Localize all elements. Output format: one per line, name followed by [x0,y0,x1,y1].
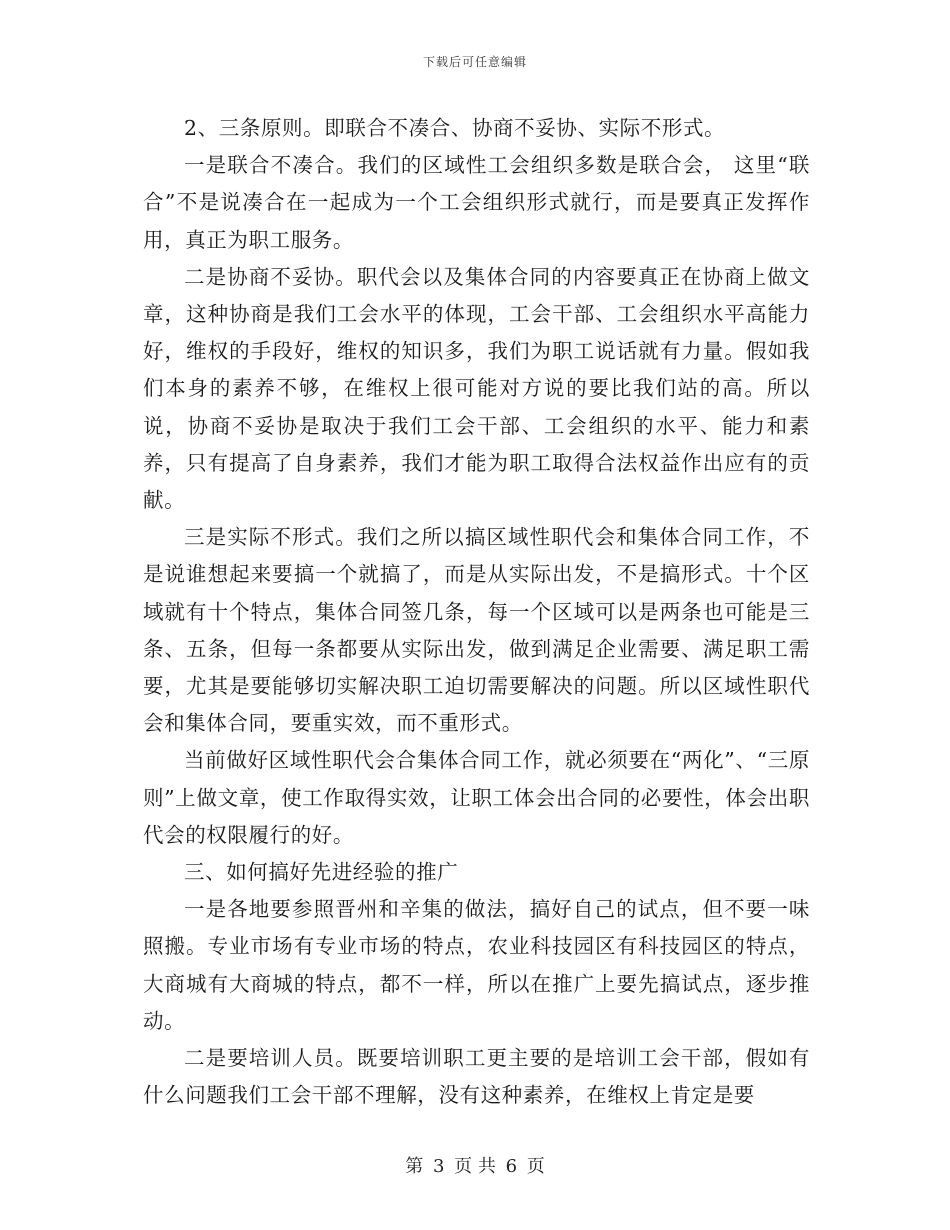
paragraph-train-personnel: 二是要培训人员。既要培训职工更主要的是培训工会干部，假如有什么问题我们工会干部不理解，没有这种素养，在维权上肯定是要 [143,1046,810,1108]
paragraph-practical-not-formal: 三是实际不形式。我们之所以搞区域性职代会和集体合同工作，不是说谁想起来要搞一个就搞了，而是从实际出发，不是搞形式。十个区域就有十个特点，集体合同签几条，每一个区域可以是两条也可能是三条、五条，但每一条都要从实际出发，做到满足企业需要、满足职工需要，尤其是要能够切实解决职工迫切需要解决的问题。所以区域性职代会和集体合同，要重实效，而不重形式。 [143,525,810,736]
paragraph-negotiate-not-compromise: 二是协商不妥协。职代会以及集体合同的内容要真正在协商上做文章，这种协商是我们工会水平的体现，工会干部、工会组织水平高能力好，维权的手段好，维权的知识多，我们为职工说话就有力量。假如我们本身的素养不够，在维权上很可能对方说的要比我们站的高。所以说，协商不妥协是取决于我们工会干部、工会组织的水平、能力和素养，只有提高了自身素养，我们才能为职工取得合法权益作出应有的贡献。 [143,264,810,513]
section-heading-promotion: 三、如何搞好先进经验的推广 [184,860,459,885]
paragraph-current-work: 当前做好区域性职代会合集体合同工作，就必须要在“两化”、“三原则”上做文章，使工作取得实效，让职工体会出合同的必要性，体会出职代会的权限履行的好。 [143,748,810,847]
page-header: 下载后可任意编辑 [422,55,527,69]
page-number-total: 6 [505,1156,518,1177]
paragraph-principles-title: 2、三条原则。即联合不凑合、协商不妥协、实际不形式。 [184,116,726,140]
document-body [143,110,810,1114]
page-number-prefix: 第 [405,1156,424,1177]
page-number [0,1152,950,1178]
page-number-suffix: 页 [526,1156,545,1177]
paragraph-union-not-makeshift: 一是联合不凑合。我们的区域性工会组织多数是联合会， 这里“联合”不是说凑合在一起成为一个工会组织形式就行，而是要真正发挥作用，真正为职工服务。 [143,153,810,252]
paragraph-pilot-points: 一是各地要参照晋州和辛集的做法，搞好自己的试点，但不要一味照搬。专业市场有专业市场的特点，农业科技园区有科技园区的特点，大商城有大商城的特点，都不一样，所以在推广上要先搞试点，逐步推动。 [143,897,810,1033]
page-number-middle: 页 共 [454,1156,496,1177]
page-number-current: 3 [432,1156,445,1177]
